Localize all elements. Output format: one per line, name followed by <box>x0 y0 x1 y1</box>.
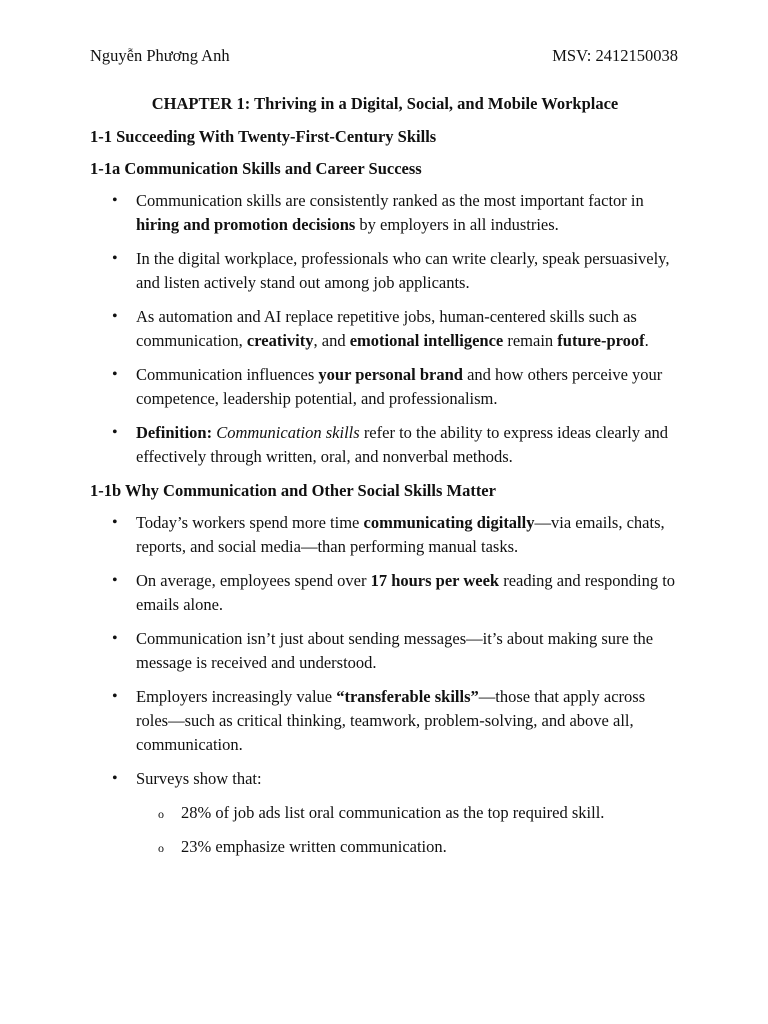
text-run: —via emails, chats, reports, and social media—than performing manual tasks. <box>136 513 665 556</box>
bold-text: hiring and promotion decisions <box>136 215 356 234</box>
sub-bullet-marker: o <box>158 841 164 855</box>
bullet-marker: • <box>112 192 118 209</box>
bullet-marker: • <box>112 366 118 383</box>
sub-list-item <box>136 835 680 859</box>
list-item <box>90 363 680 411</box>
text-run: Today’s workers spend more time <box>136 513 364 532</box>
bullet-list-1-1a <box>90 189 680 469</box>
bold-text: Definition: <box>136 423 213 442</box>
list-item <box>90 767 680 859</box>
list-item <box>90 569 680 617</box>
text-run: 28% of job ads list oral communication as the top required skill. <box>181 803 605 822</box>
text-run: Communication isn’t just about sending messages—it’s about making sure the message is received and understood. <box>136 629 654 672</box>
text-run: Communication influences <box>136 365 319 384</box>
sub-bullet-list <box>136 801 680 859</box>
bullet-marker: • <box>112 572 118 589</box>
list-item <box>90 247 680 295</box>
bullet-marker: • <box>112 250 118 267</box>
text-run: —those that apply across roles—such as critical thinking, teamwork, problem-solving, and above all, communication. <box>136 687 646 754</box>
text-run: In the digital workplace, professionals who can write clearly, speak persuasively, and listen actively stand out among job applicants. <box>136 249 670 292</box>
sub-list-item <box>136 801 680 825</box>
bold-text: your personal brand <box>318 365 463 384</box>
text-run: reading and responding to emails alone. <box>136 571 676 614</box>
bold-text: 17 hours per week <box>370 571 500 590</box>
text-run: Communication skills are consistently ranked as the most important factor in <box>136 191 644 210</box>
bold-text: creativity <box>246 331 314 350</box>
chapter-title: CHAPTER 1: Thriving in a Digital, Social, and Mobile Workplace <box>151 94 619 113</box>
list-item <box>90 421 680 469</box>
bullet-marker: • <box>112 630 118 647</box>
bold-text: future-proof <box>557 331 645 350</box>
author-name: Nguyễn Phương Anh <box>90 46 230 65</box>
list-item <box>90 685 680 757</box>
section-heading-1-1b: 1-1b Why Communication and Other Social Skills Matter <box>90 481 496 500</box>
student-id: MSV: 2412150038 <box>552 46 678 65</box>
bullet-marker: • <box>112 688 118 705</box>
text-run: Employers increasingly value <box>136 687 337 706</box>
bold-text: emotional intelligence <box>349 331 504 350</box>
text-run: 23% emphasize written communication. <box>181 837 447 856</box>
italic-text: Communication skills <box>216 423 360 442</box>
list-item <box>90 511 680 559</box>
text-run: remain <box>503 331 558 350</box>
text-run: Surveys show that: <box>136 769 262 788</box>
document-body <box>90 92 680 869</box>
text-run: . <box>644 331 649 350</box>
bullet-marker: • <box>112 424 118 441</box>
text-run: by employers in all industries. <box>355 215 559 234</box>
text-run: refer to the ability to express ideas clearly and effectively through written, oral, and nonverbal methods. <box>136 423 669 466</box>
text-run: On average, employees spend over <box>136 571 371 590</box>
text-run: As automation and AI replace repetitive jobs, human-centered skills such as communication, <box>136 307 637 350</box>
bullet-marker: • <box>112 770 118 787</box>
sub-bullet-marker: o <box>158 807 164 821</box>
list-item <box>90 305 680 353</box>
section-heading-1-1: 1-1 Succeeding With Twenty-First-Century Skills <box>90 127 437 146</box>
list-item <box>90 189 680 237</box>
text-run: and how others perceive your competence, leadership potential, and professionalism. <box>136 365 663 408</box>
bold-text: “transferable skills” <box>336 687 479 706</box>
page-header <box>90 46 678 68</box>
bold-text: communicating digitally <box>363 513 535 532</box>
section-heading-1-1a: 1-1a Communication Skills and Career Success <box>90 159 422 178</box>
bullet-marker: • <box>112 514 118 531</box>
list-item <box>90 627 680 675</box>
bullet-marker: • <box>112 308 118 325</box>
bullet-list-1-1b <box>90 511 680 859</box>
text-run: , and <box>313 331 350 350</box>
